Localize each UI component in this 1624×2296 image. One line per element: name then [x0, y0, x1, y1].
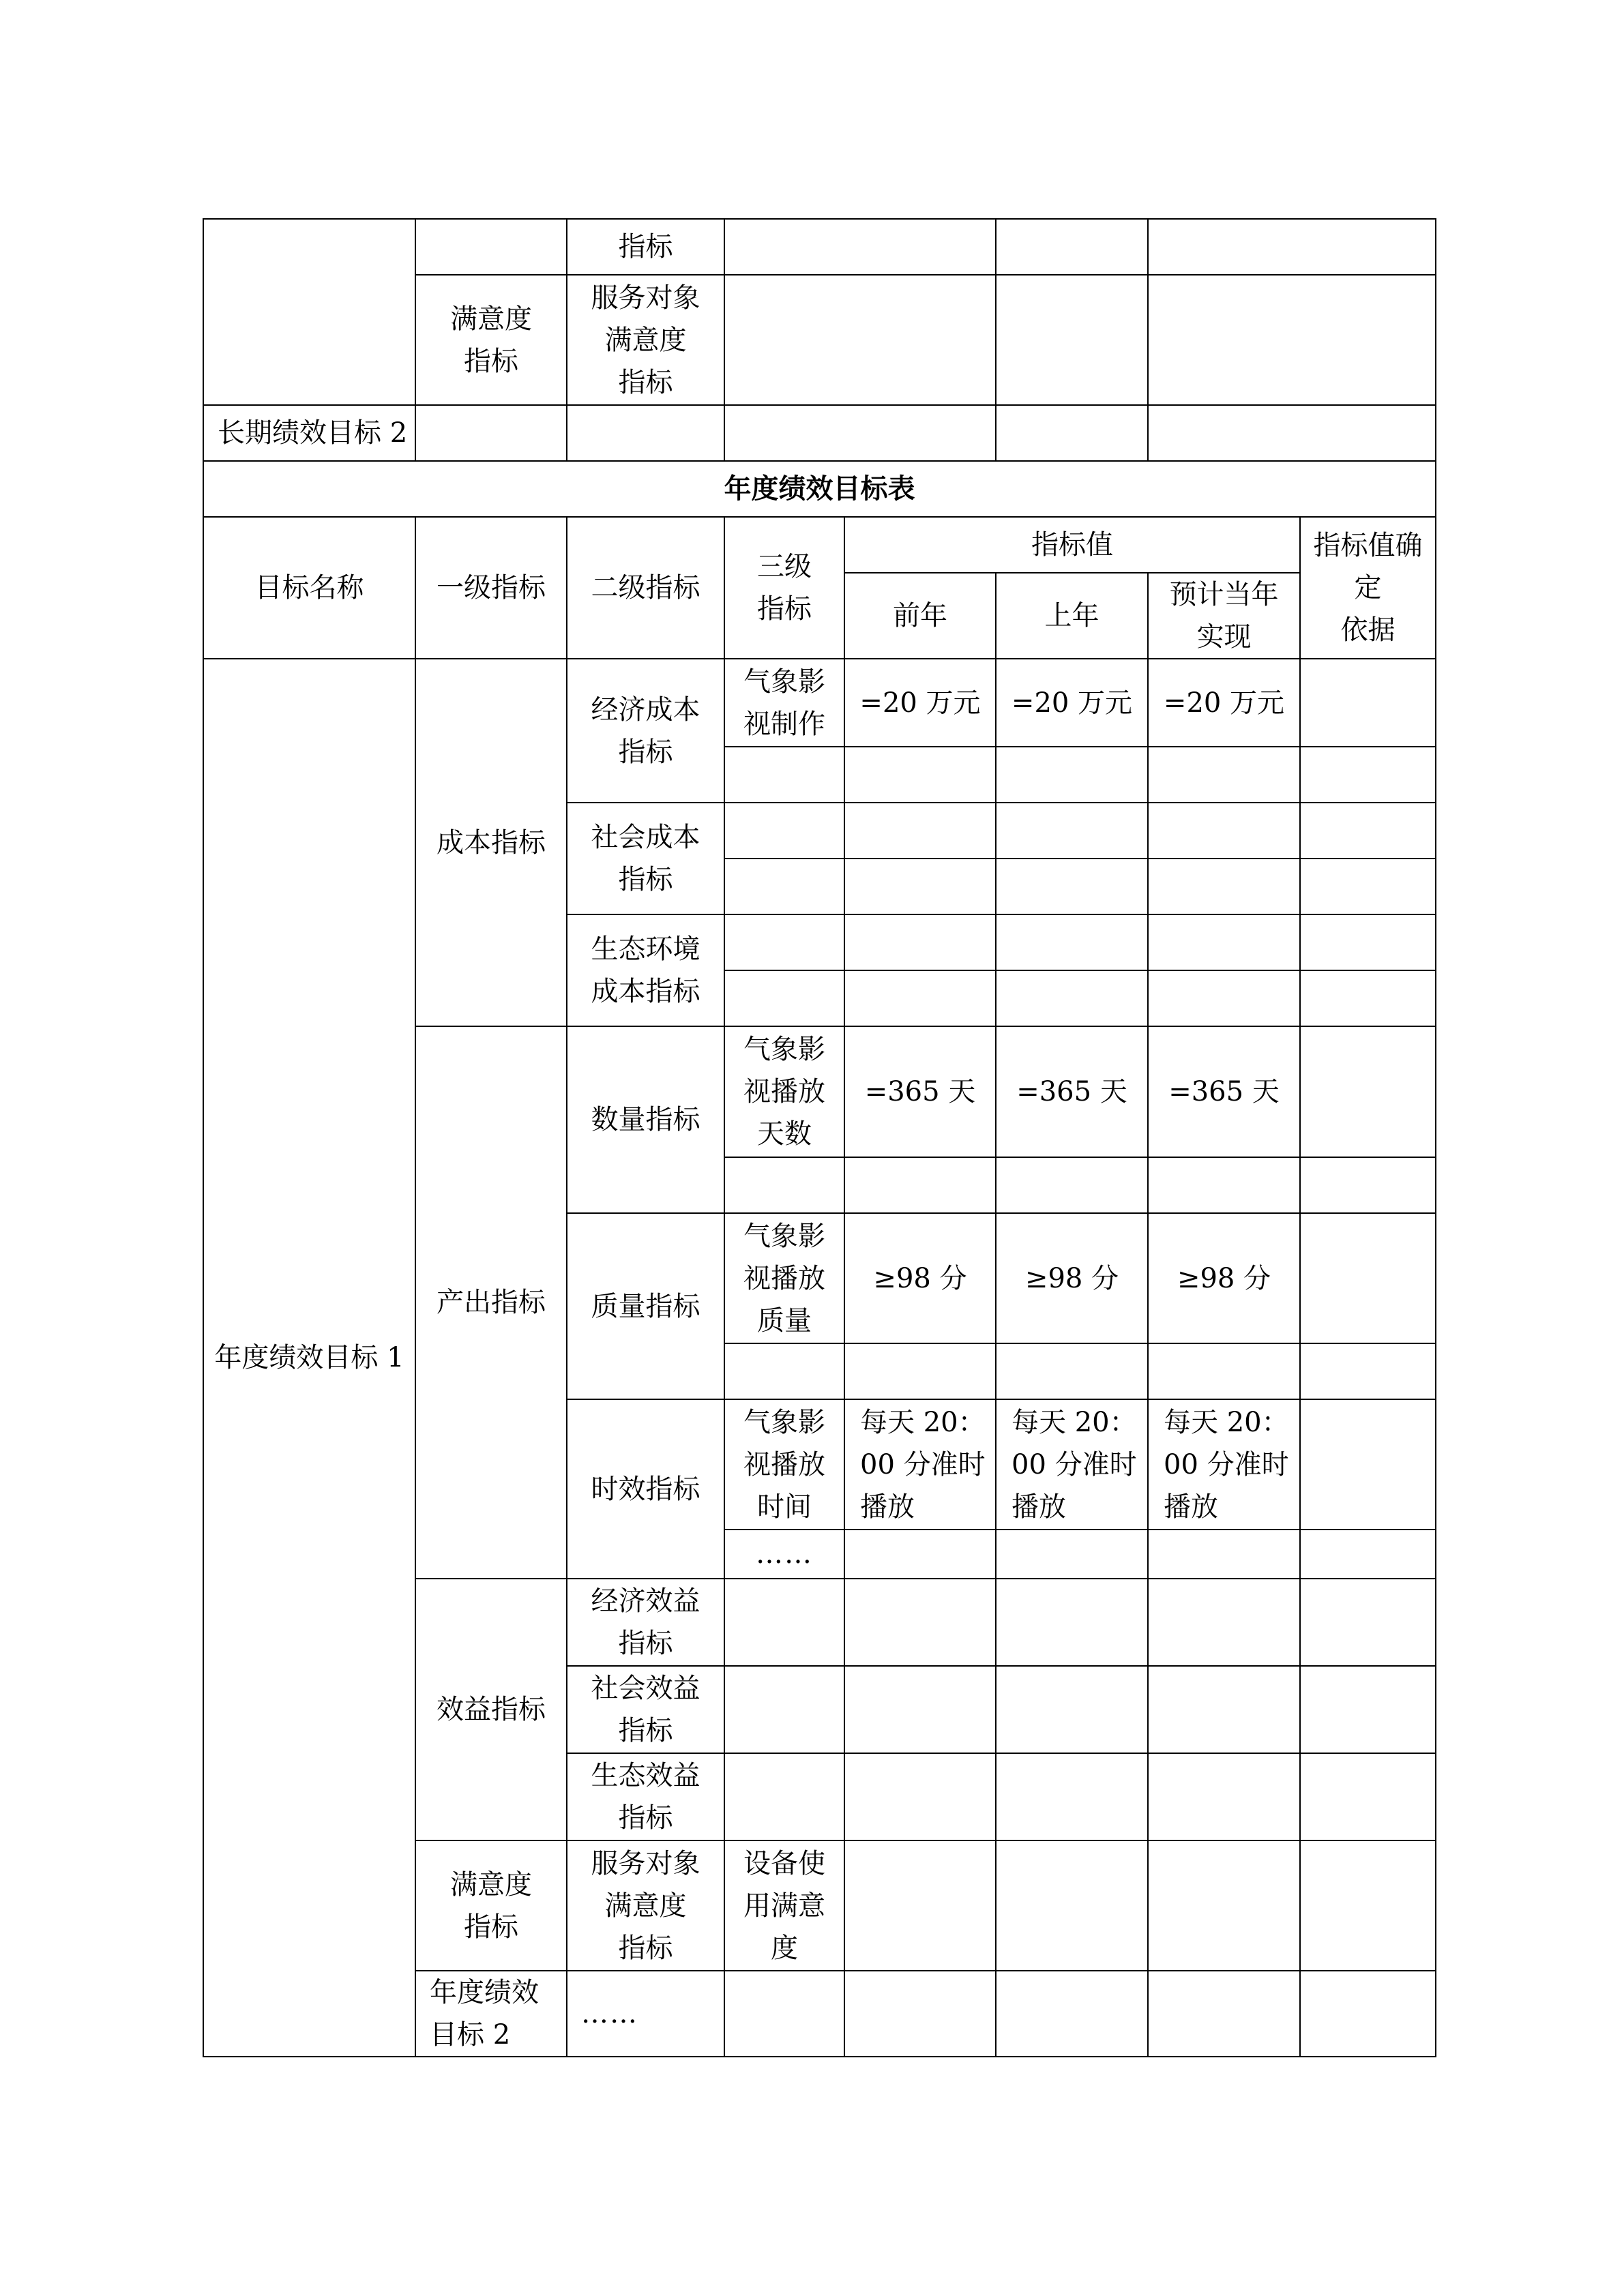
blank-cell	[996, 747, 1148, 803]
blank-cell	[1300, 1579, 1436, 1666]
blank-cell	[724, 1157, 844, 1213]
blank-cell	[1148, 970, 1300, 1026]
blank-cell	[1300, 1343, 1436, 1399]
blank-cell	[844, 914, 996, 970]
long-term-satisfaction-level1: 满意度 指标	[415, 275, 567, 405]
cost-economic-row-1	[203, 659, 1436, 747]
benefit-social-level2: 社会效益 指标	[567, 1666, 724, 1753]
cost-economic-expected: =20 万元	[1148, 659, 1300, 747]
annual-title-row	[203, 461, 1436, 517]
output-quantity-prev-prev: =365 天	[844, 1026, 996, 1157]
long-term-goal-2-basis	[1148, 405, 1436, 461]
blank-cell	[996, 1666, 1148, 1753]
blank-cell	[844, 1530, 996, 1579]
long-term-level3-cell	[724, 219, 996, 275]
blank-cell	[996, 914, 1148, 970]
blank-cell	[1148, 1157, 1300, 1213]
header-level1: 一级指标	[415, 517, 567, 659]
output-timeliness-level3: 气象影 视播放 时间	[724, 1399, 844, 1530]
output-quality-level3: 气象影 视播放 质量	[724, 1213, 844, 1343]
cost-eco-env-level2: 生态环境 成本指标	[567, 914, 724, 1026]
cost-social-level2: 社会成本 指标	[567, 803, 724, 914]
blank-cell	[724, 859, 844, 914]
blank-cell	[996, 1579, 1148, 1666]
blank-cell	[996, 1840, 1148, 1971]
long-term-goal-2-level3	[724, 405, 996, 461]
annual-header-row-1	[203, 517, 1436, 573]
output-quality-prev-prev: ≥98 分	[844, 1213, 996, 1343]
blank-cell	[1300, 859, 1436, 914]
header-level3: 三级 指标	[724, 517, 844, 659]
long-term-value-cell	[996, 219, 1148, 275]
blank-cell	[1148, 803, 1300, 859]
blank-cell	[1148, 1971, 1300, 2057]
blank-cell	[996, 1343, 1148, 1399]
blank-cell	[844, 1666, 996, 1753]
annual-table-title: 年度绩效目标表	[203, 461, 1436, 517]
benefit-level1: 效益指标	[415, 1579, 567, 1840]
output-timeliness-more: ……	[724, 1530, 844, 1579]
cost-economic-prev-prev: =20 万元	[844, 659, 996, 747]
output-quality-basis	[1300, 1213, 1436, 1343]
blank-cell	[996, 859, 1148, 914]
header-goal-name: 目标名称	[203, 517, 415, 659]
blank-cell	[1300, 803, 1436, 859]
header-last-year: 上年	[996, 573, 1148, 659]
blank-cell	[996, 970, 1148, 1026]
blank-cell	[844, 803, 996, 859]
output-quantity-level3: 气象影 视播放 天数	[724, 1026, 844, 1157]
long-term-level2-cell: 指标	[567, 219, 724, 275]
blank-cell	[1300, 914, 1436, 970]
long-term-goal-2-level2	[567, 405, 724, 461]
blank-cell	[724, 914, 844, 970]
satisfaction-level3: 设备使 用满意 度	[724, 1840, 844, 1971]
blank-cell	[1300, 1971, 1436, 2057]
cost-level1: 成本指标	[415, 659, 567, 1026]
long-term-goal-2-value	[996, 405, 1148, 461]
blank-cell	[1148, 1753, 1300, 1840]
blank-cell	[1148, 914, 1300, 970]
cost-economic-level2: 经济成本 指标	[567, 659, 724, 803]
annual-goal-1-label: 年度绩效目标 1	[203, 659, 415, 2057]
blank-cell	[1148, 1343, 1300, 1399]
header-value-group: 指标值	[844, 517, 1300, 573]
output-level1: 产出指标	[415, 1026, 567, 1579]
blank-cell	[1300, 1753, 1436, 1840]
blank-cell	[1300, 1157, 1436, 1213]
output-quantity-level2: 数量指标	[567, 1026, 724, 1213]
blank-cell	[1148, 1579, 1300, 1666]
blank-cell	[1148, 1666, 1300, 1753]
header-expected: 预计当年 实现	[1148, 573, 1300, 659]
long-term-row-1	[203, 219, 1436, 275]
blank-cell	[724, 747, 844, 803]
blank-cell	[1300, 970, 1436, 1026]
annual-goal-2-more: ……	[567, 1971, 724, 2057]
cost-economic-basis	[1300, 659, 1436, 747]
blank-cell	[996, 1753, 1148, 1840]
blank-cell	[844, 970, 996, 1026]
blank-cell	[844, 1343, 996, 1399]
long-term-satisfaction-level3	[724, 275, 996, 405]
annual-goal-2-label: 年度绩效目标 2	[415, 1971, 567, 2057]
blank-cell	[844, 1753, 996, 1840]
blank-cell	[844, 1840, 996, 1971]
long-term-satisfaction-value	[996, 275, 1148, 405]
blank-cell	[1148, 859, 1300, 914]
long-term-basis-cell	[1148, 219, 1436, 275]
benefit-ecological-level2: 生态效益 指标	[567, 1753, 724, 1840]
blank-cell	[844, 747, 996, 803]
header-level2: 二级指标	[567, 517, 724, 659]
performance-goal-table	[203, 218, 1436, 2057]
output-quality-expected: ≥98 分	[1148, 1213, 1300, 1343]
output-quality-last: ≥98 分	[996, 1213, 1148, 1343]
blank-cell	[1148, 1530, 1300, 1579]
blank-cell	[724, 1666, 844, 1753]
blank-cell	[724, 970, 844, 1026]
output-quantity-basis	[1300, 1026, 1436, 1157]
output-timeliness-expected: 每天 20： 00 分准时 播放	[1148, 1399, 1300, 1530]
blank-cell	[1148, 1840, 1300, 1971]
output-timeliness-last: 每天 20： 00 分准时 播放	[996, 1399, 1148, 1530]
output-timeliness-level2: 时效指标	[567, 1399, 724, 1579]
satisfaction-level2: 服务对象 满意度 指标	[567, 1840, 724, 1971]
blank-cell	[996, 1530, 1148, 1579]
blank-cell	[996, 1157, 1148, 1213]
header-prev-prev-year: 前年	[844, 573, 996, 659]
blank-cell	[996, 1971, 1148, 2057]
blank-cell	[724, 1971, 844, 2057]
long-term-satisfaction-level2: 服务对象 满意度 指标	[567, 275, 724, 405]
blank-cell	[724, 803, 844, 859]
blank-cell	[844, 1971, 996, 2057]
blank-cell	[724, 1753, 844, 1840]
blank-cell	[1148, 747, 1300, 803]
blank-cell	[1300, 1530, 1436, 1579]
blank-cell	[844, 1579, 996, 1666]
output-quantity-expected: =365 天	[1148, 1026, 1300, 1157]
blank-cell	[724, 1343, 844, 1399]
output-timeliness-prev-prev: 每天 20： 00 分准时 播放	[844, 1399, 996, 1530]
satisfaction-level1: 满意度 指标	[415, 1840, 567, 1971]
benefit-economic-level2: 经济效益 指标	[567, 1579, 724, 1666]
long-term-goal-cell	[203, 219, 415, 405]
output-quality-level2: 质量指标	[567, 1213, 724, 1399]
blank-cell	[844, 859, 996, 914]
header-basis: 指标值确 定 依据	[1300, 517, 1436, 659]
long-term-goal-2-row	[203, 405, 1436, 461]
blank-cell	[844, 1157, 996, 1213]
cost-economic-level3: 气象影 视制作	[724, 659, 844, 747]
long-term-satisfaction-basis	[1148, 275, 1436, 405]
long-term-goal-2-level1	[415, 405, 567, 461]
long-term-goal-2-label: 长期绩效目标 2	[203, 405, 415, 461]
blank-cell	[1300, 1840, 1436, 1971]
output-timeliness-basis	[1300, 1399, 1436, 1530]
output-quantity-last: =365 天	[996, 1026, 1148, 1157]
blank-cell	[1300, 1666, 1436, 1753]
blank-cell	[724, 1579, 844, 1666]
blank-cell	[1300, 747, 1436, 803]
cost-economic-last: =20 万元	[996, 659, 1148, 747]
blank-cell	[996, 803, 1148, 859]
long-term-level1-cell	[415, 219, 567, 275]
